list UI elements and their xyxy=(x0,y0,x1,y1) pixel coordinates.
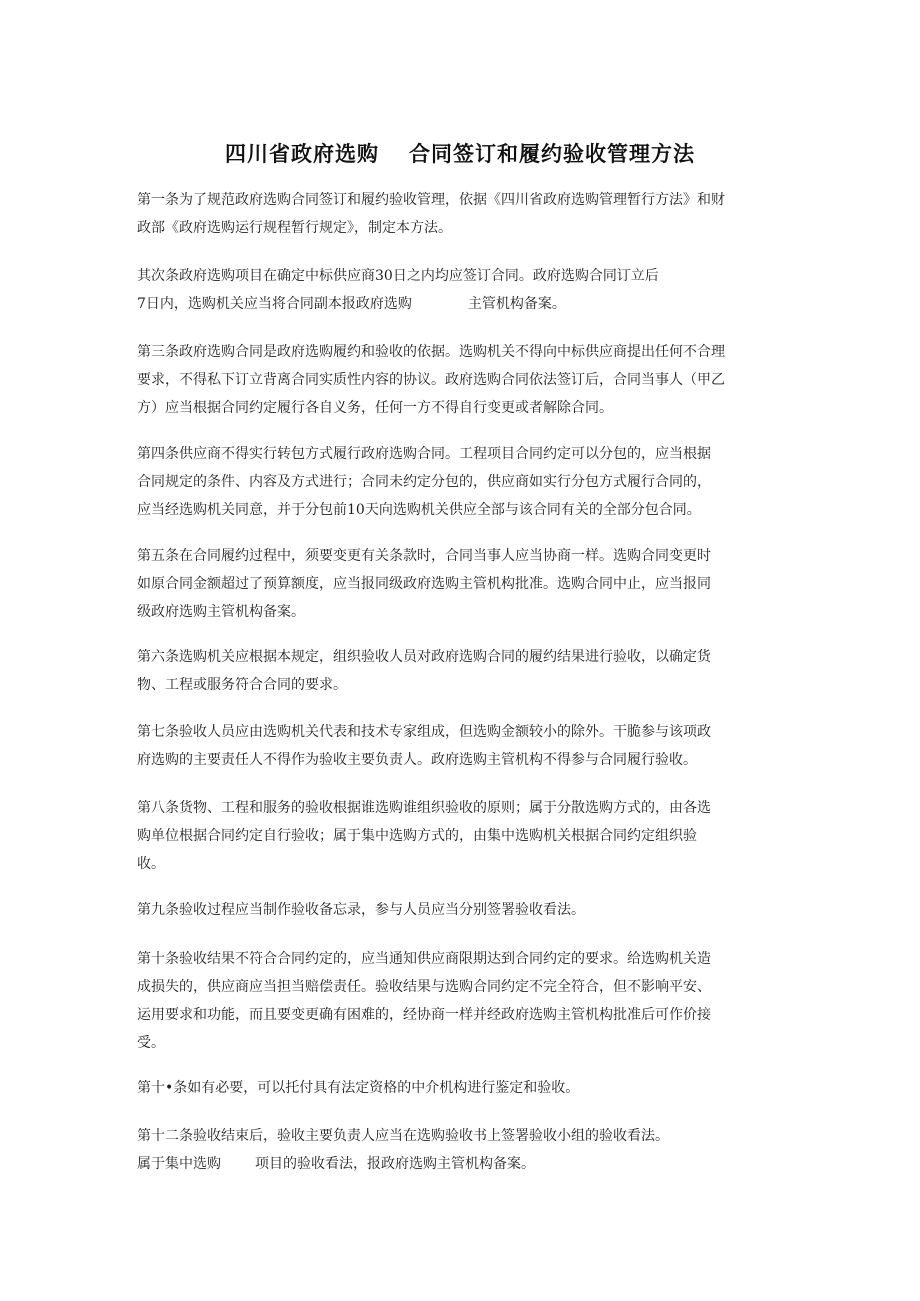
title-part-2: 合同签订和履约验收管理方法 xyxy=(409,142,695,167)
article-10 xyxy=(137,945,787,1057)
article-line: 第五条在合同履约过程中，须要变更有关条款时，合同当事人应当协商一样。选购合同变更时 xyxy=(137,548,711,564)
article-line: 物、工程或服务符合合同的要求。 xyxy=(137,677,347,693)
article-line: 第九条验收过程应当制作验收备忘录，参与人员应当分别签署验收看法。 xyxy=(137,902,585,918)
article-line: 政部《政府选购运行规程暂行规定》，制定本方法。 xyxy=(137,220,452,236)
article-3 xyxy=(137,338,787,422)
article-line: 应当经选购机关同意，并于分包前10天向选购机关供应全部与该合同有关的全部分包合同。 xyxy=(137,502,701,518)
article-line: 第七条验收人员应由选购机关代表和技术专家组成，但选购金额较小的除外。干脆参与该项政 xyxy=(137,724,711,740)
article-4 xyxy=(137,440,787,524)
article-12 xyxy=(137,1122,787,1178)
article-5 xyxy=(137,542,787,626)
article-line: 第六条选购机关应根据本规定，组织验收人员对政府选购合同的履约结果进行验收，以确定货 xyxy=(137,649,711,665)
article-line: 属于集中选购 xyxy=(137,1156,221,1172)
article-line: 主管机构备案。 xyxy=(467,296,566,312)
article-line: 7日内，选购机关应当将合同副本报政府选购 xyxy=(137,296,412,312)
article-line: 方）应当根据合同约定履行各自义务，任何一方不得自行变更或者解除合同。 xyxy=(137,400,613,416)
article-line: 受。 xyxy=(137,1035,165,1051)
article-line: 第八条货物、工程和服务的验收根据谁选购谁组织验收的原则；属于分散选购方式的，由各选 xyxy=(137,800,711,816)
article-line: 第十二条验收结束后，验收主要负责人应当在选购验收书上签署验收小组的验收看法。 xyxy=(137,1128,669,1144)
article-line: 级政府选购主管机构备案。 xyxy=(137,604,305,620)
article-line: 府选购的主要责任人不得作为验收主要负责人。政府选购主管机构不得参与合同履行验收。 xyxy=(137,752,697,768)
article-line: 收。 xyxy=(137,856,165,872)
document-title xyxy=(0,138,920,168)
article-7 xyxy=(137,718,787,774)
article-line: 运用要求和功能，而且要变更确有困难的，经协商一样并经政府选购主管机构批准后可作价接 xyxy=(137,1007,711,1023)
article-line: 成损失的，供应商应当担当赔偿责任。验收结果与选购合同约定不完全符合，但不影响平安、 xyxy=(137,979,711,995)
article-line: 第一条为了规范政府选购合同签订和履约验收管理，依据《四川省政府选购管理暂行方法》和财 xyxy=(137,192,725,208)
article-9 xyxy=(137,896,787,924)
article-line: 如原合同金额超过了预算额度，应当报同级政府选购主管机构批准。选购合同中止，应当报同 xyxy=(137,576,711,592)
article-line: 项目的验收看法，报政府选购主管机构备案。 xyxy=(255,1156,535,1172)
article-line: 购单位根据合同约定自行验收；属于集中选购方式的，由集中选购机关根据合同约定组织验 xyxy=(137,828,697,844)
title-part-1: 四川省政府选购 xyxy=(225,142,379,167)
article-line: 第十条验收结果不符合合同约定的，应当通知供应商限期达到合同约定的要求。给选购机关造 xyxy=(137,951,711,967)
article-8 xyxy=(137,794,787,878)
article-line: 第十•条如有必要，可以托付具有法定资格的中介机构进行鉴定和验收。 xyxy=(137,1080,580,1096)
article-line: 合同规定的条件、内容及方式进行；合同未约定分包的，供应商如实行分包方式履行合同的， xyxy=(137,474,711,490)
article-line: 第四条供应商不得实行转包方式履行政府选购合同。工程项目合同约定可以分包的，应当根据 xyxy=(137,446,711,462)
article-11 xyxy=(137,1074,787,1102)
article-line: 其次条政府选购项目在确定中标供应商30日之内均应签订合同。政府选购合同订立后 xyxy=(137,268,659,284)
article-1 xyxy=(137,186,787,242)
article-6 xyxy=(137,643,787,699)
article-line: 第三条政府选购合同是政府选购履约和验收的依据。选购机关不得向中标供应商提出任何不合理 xyxy=(137,344,725,360)
article-line: 要求，不得私下订立背离合同实质性内容的协议。政府选购合同依法签订后，合同当事人（甲乙 xyxy=(137,372,725,388)
article-2 xyxy=(137,262,787,318)
